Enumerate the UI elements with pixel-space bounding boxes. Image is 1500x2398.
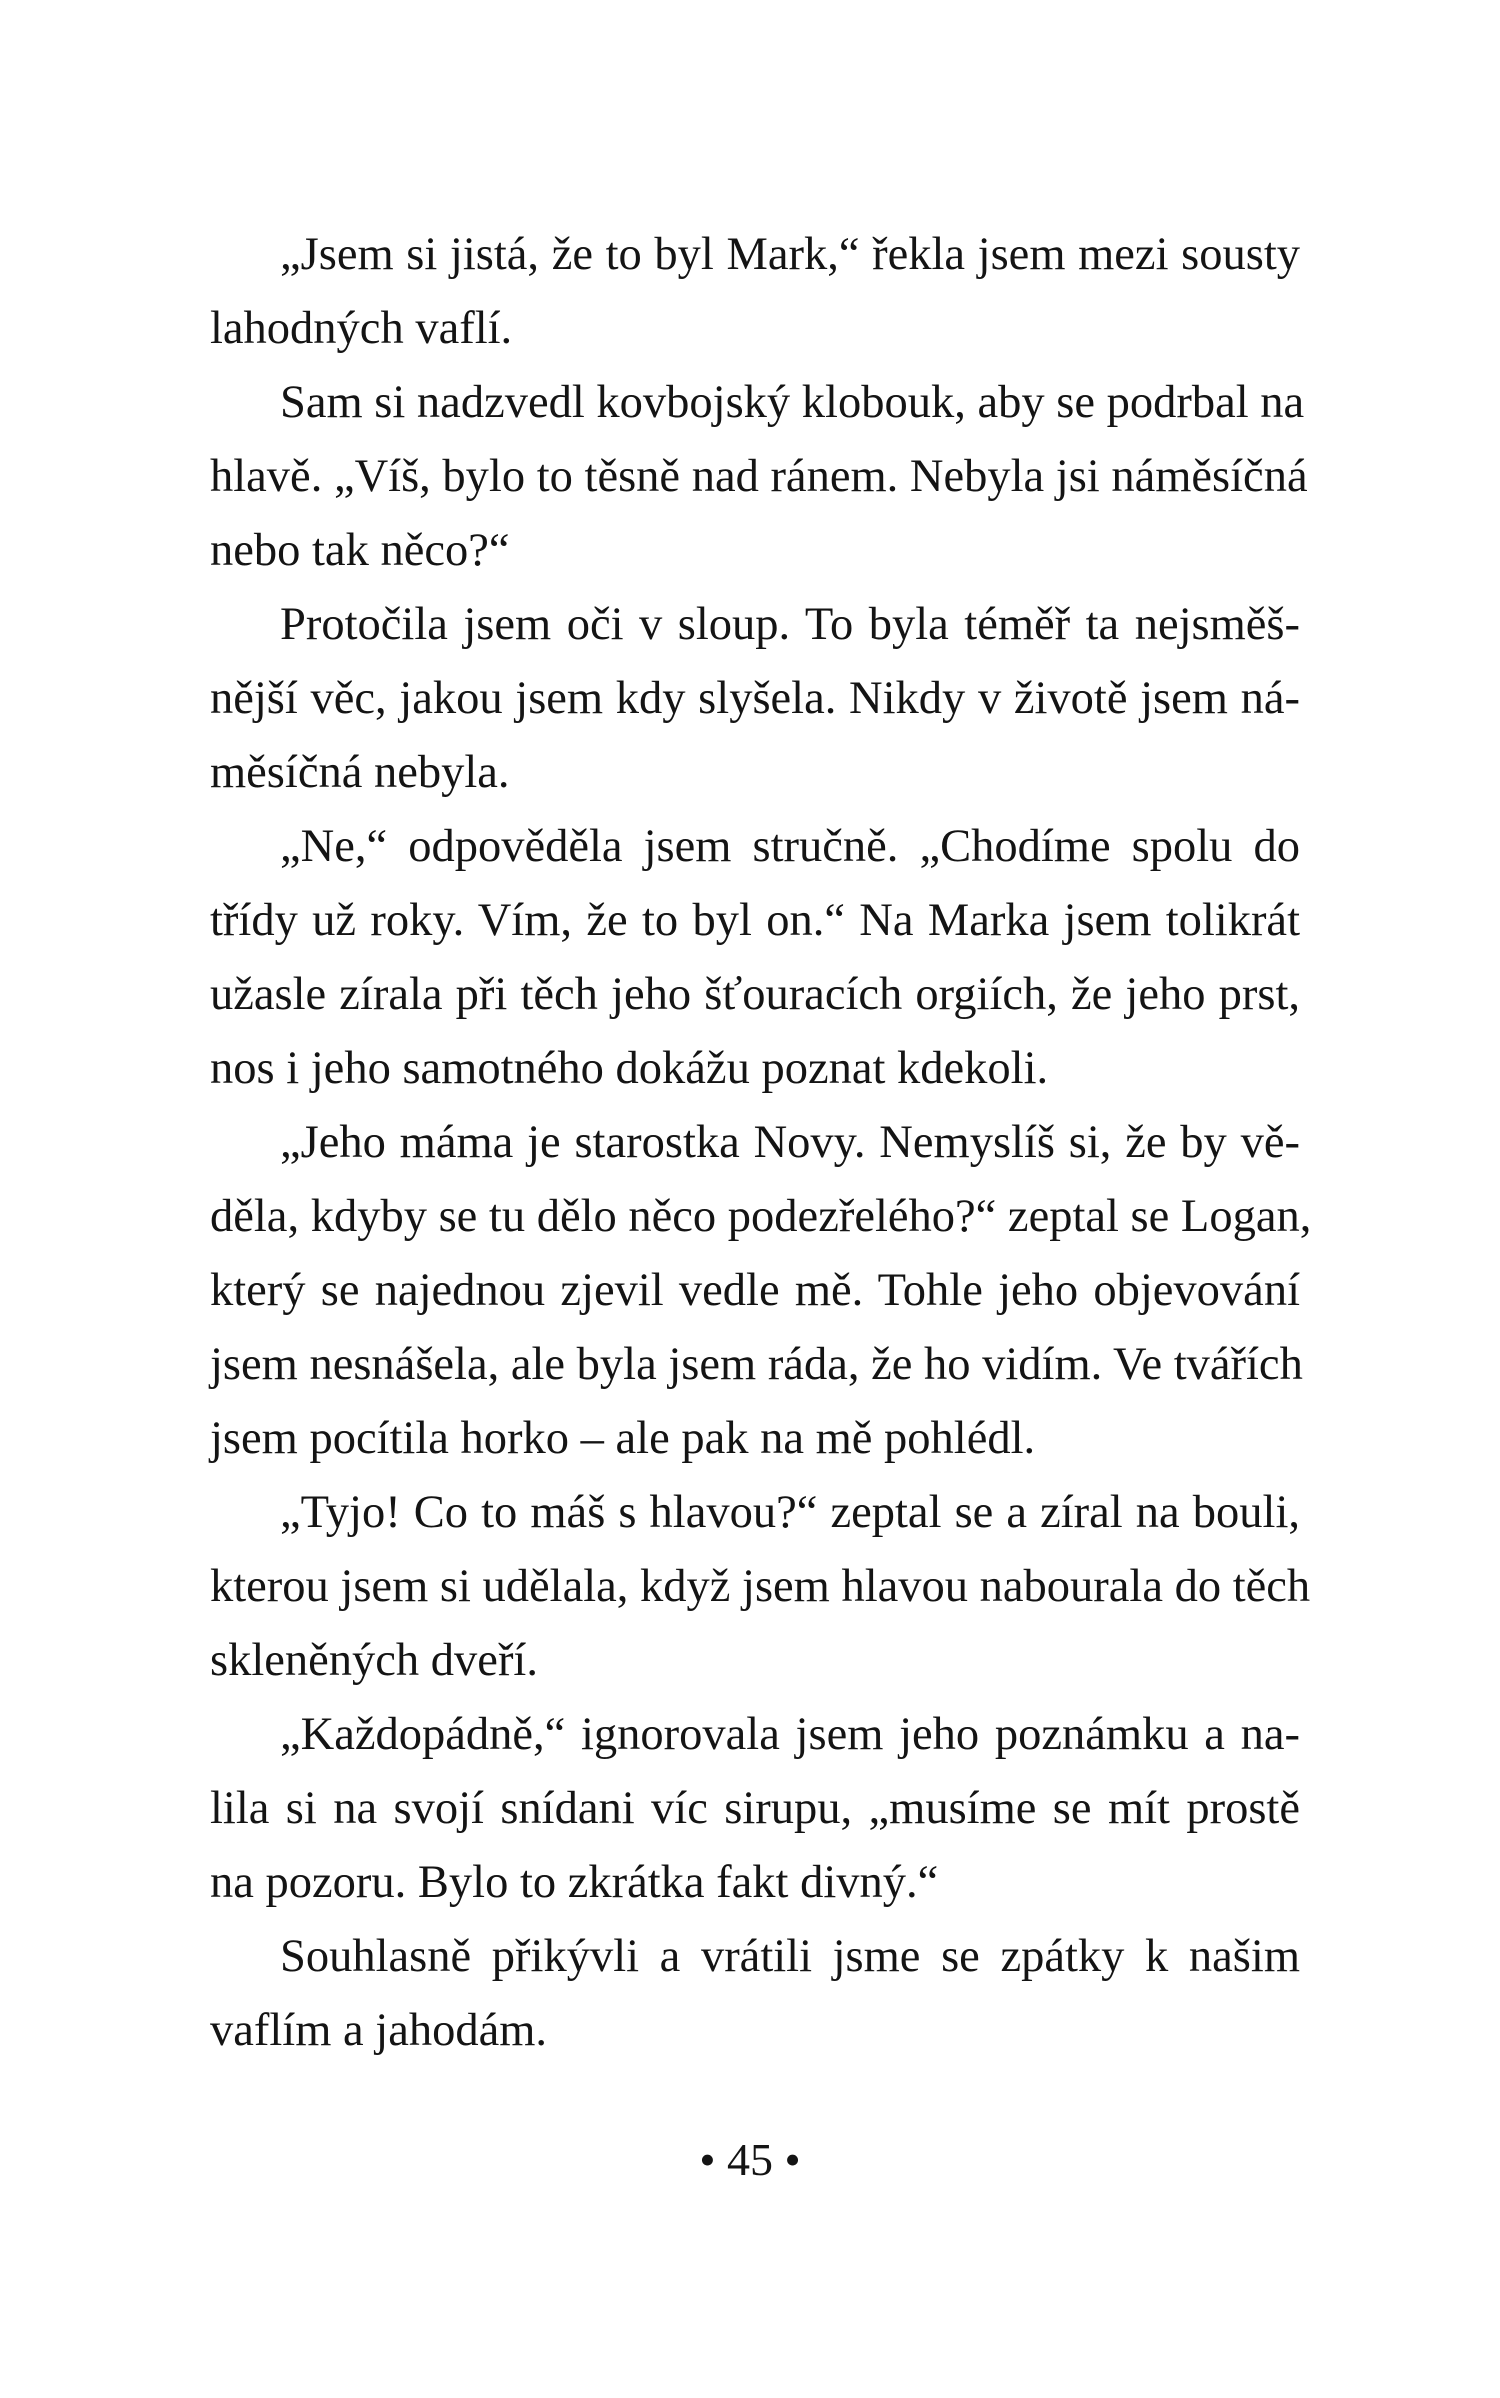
text-line: hlavě. „Víš, bylo to těsně nad ránem. Nebyla jsi náměsíčná: [210, 451, 1308, 502]
text-line: který se najednou zjevil vedle mě. Tohle jeho objevování: [210, 1265, 1300, 1316]
text-line: „Tyjo! Co to máš s hlavou?“ zeptal se a zíral na bouli,: [280, 1487, 1300, 1538]
paragraph: [210, 1106, 1312, 1476]
text-line: „Jsem si jistá, že to byl Mark,“ řekla jsem mezi sousty: [280, 229, 1300, 280]
paragraph: [210, 810, 1300, 1106]
text-line: lila si na svojí snídani víc sirupu, „musíme se mít prostě: [210, 1783, 1300, 1834]
text-line: jsem pocítila horko – ale pak na mě pohlédl.: [210, 1413, 1036, 1464]
text-line: skleněných dveří.: [210, 1635, 538, 1686]
text-line: na pozoru. Bylo to zkrátka fakt divný.“: [210, 1857, 939, 1908]
text-line: lahodných vaflí.: [210, 303, 513, 354]
paragraph: [210, 588, 1300, 810]
text-line: Protočila jsem oči v sloup. To byla téměř ta nejsměš-: [280, 599, 1300, 650]
text-line: Sam si nadzvedl kovbojský klobouk, aby se podrbal na: [280, 377, 1305, 428]
text-line: kterou jsem si udělala, když jsem hlavou nabourala do těch: [210, 1561, 1311, 1612]
page-number: • 45 •: [699, 2134, 801, 2185]
text-line: užasle zírala při těch jeho šťouracích orgiích, že jeho prst,: [210, 969, 1300, 1020]
text-line: nější věc, jakou jsem kdy slyšela. Nikdy v životě jsem ná-: [210, 673, 1300, 724]
text-line: Souhlasně přikývli a vrátili jsme se zpátky k našim: [280, 1931, 1300, 1982]
paragraph: [210, 1920, 1300, 2068]
text-line: měsíčná nebyla.: [210, 747, 510, 798]
paragraph: [210, 1476, 1311, 1698]
paragraph: [210, 366, 1308, 588]
text-line: třídy už roky. Vím, že to byl on.“ Na Marka jsem tolikrát: [210, 895, 1300, 946]
text-line: „Každopádně,“ ignorovala jsem jeho poznámku a na-: [280, 1709, 1300, 1760]
text-line: nos i jeho samotného dokážu poznat kdekoli.: [210, 1043, 1049, 1094]
text-line: „Jeho máma je starostka Novy. Nemyslíš si, že by vě-: [280, 1117, 1300, 1168]
text-line: děla, kdyby se tu dělo něco podezřelého?“ zeptal se Logan,: [210, 1191, 1312, 1242]
text-line: „Ne,“ odpověděla jsem stručně. „Chodíme spolu do: [280, 821, 1300, 872]
text-line: jsem nesnášela, ale byla jsem ráda, že ho vidím. Ve tvářích: [210, 1339, 1303, 1390]
text-line: nebo tak něco?“: [210, 525, 510, 576]
body-text: [210, 218, 1312, 2068]
text-line: vaflím a jahodám.: [210, 2005, 548, 2056]
paragraph: [210, 1698, 1300, 1920]
paragraph: [210, 218, 1300, 366]
